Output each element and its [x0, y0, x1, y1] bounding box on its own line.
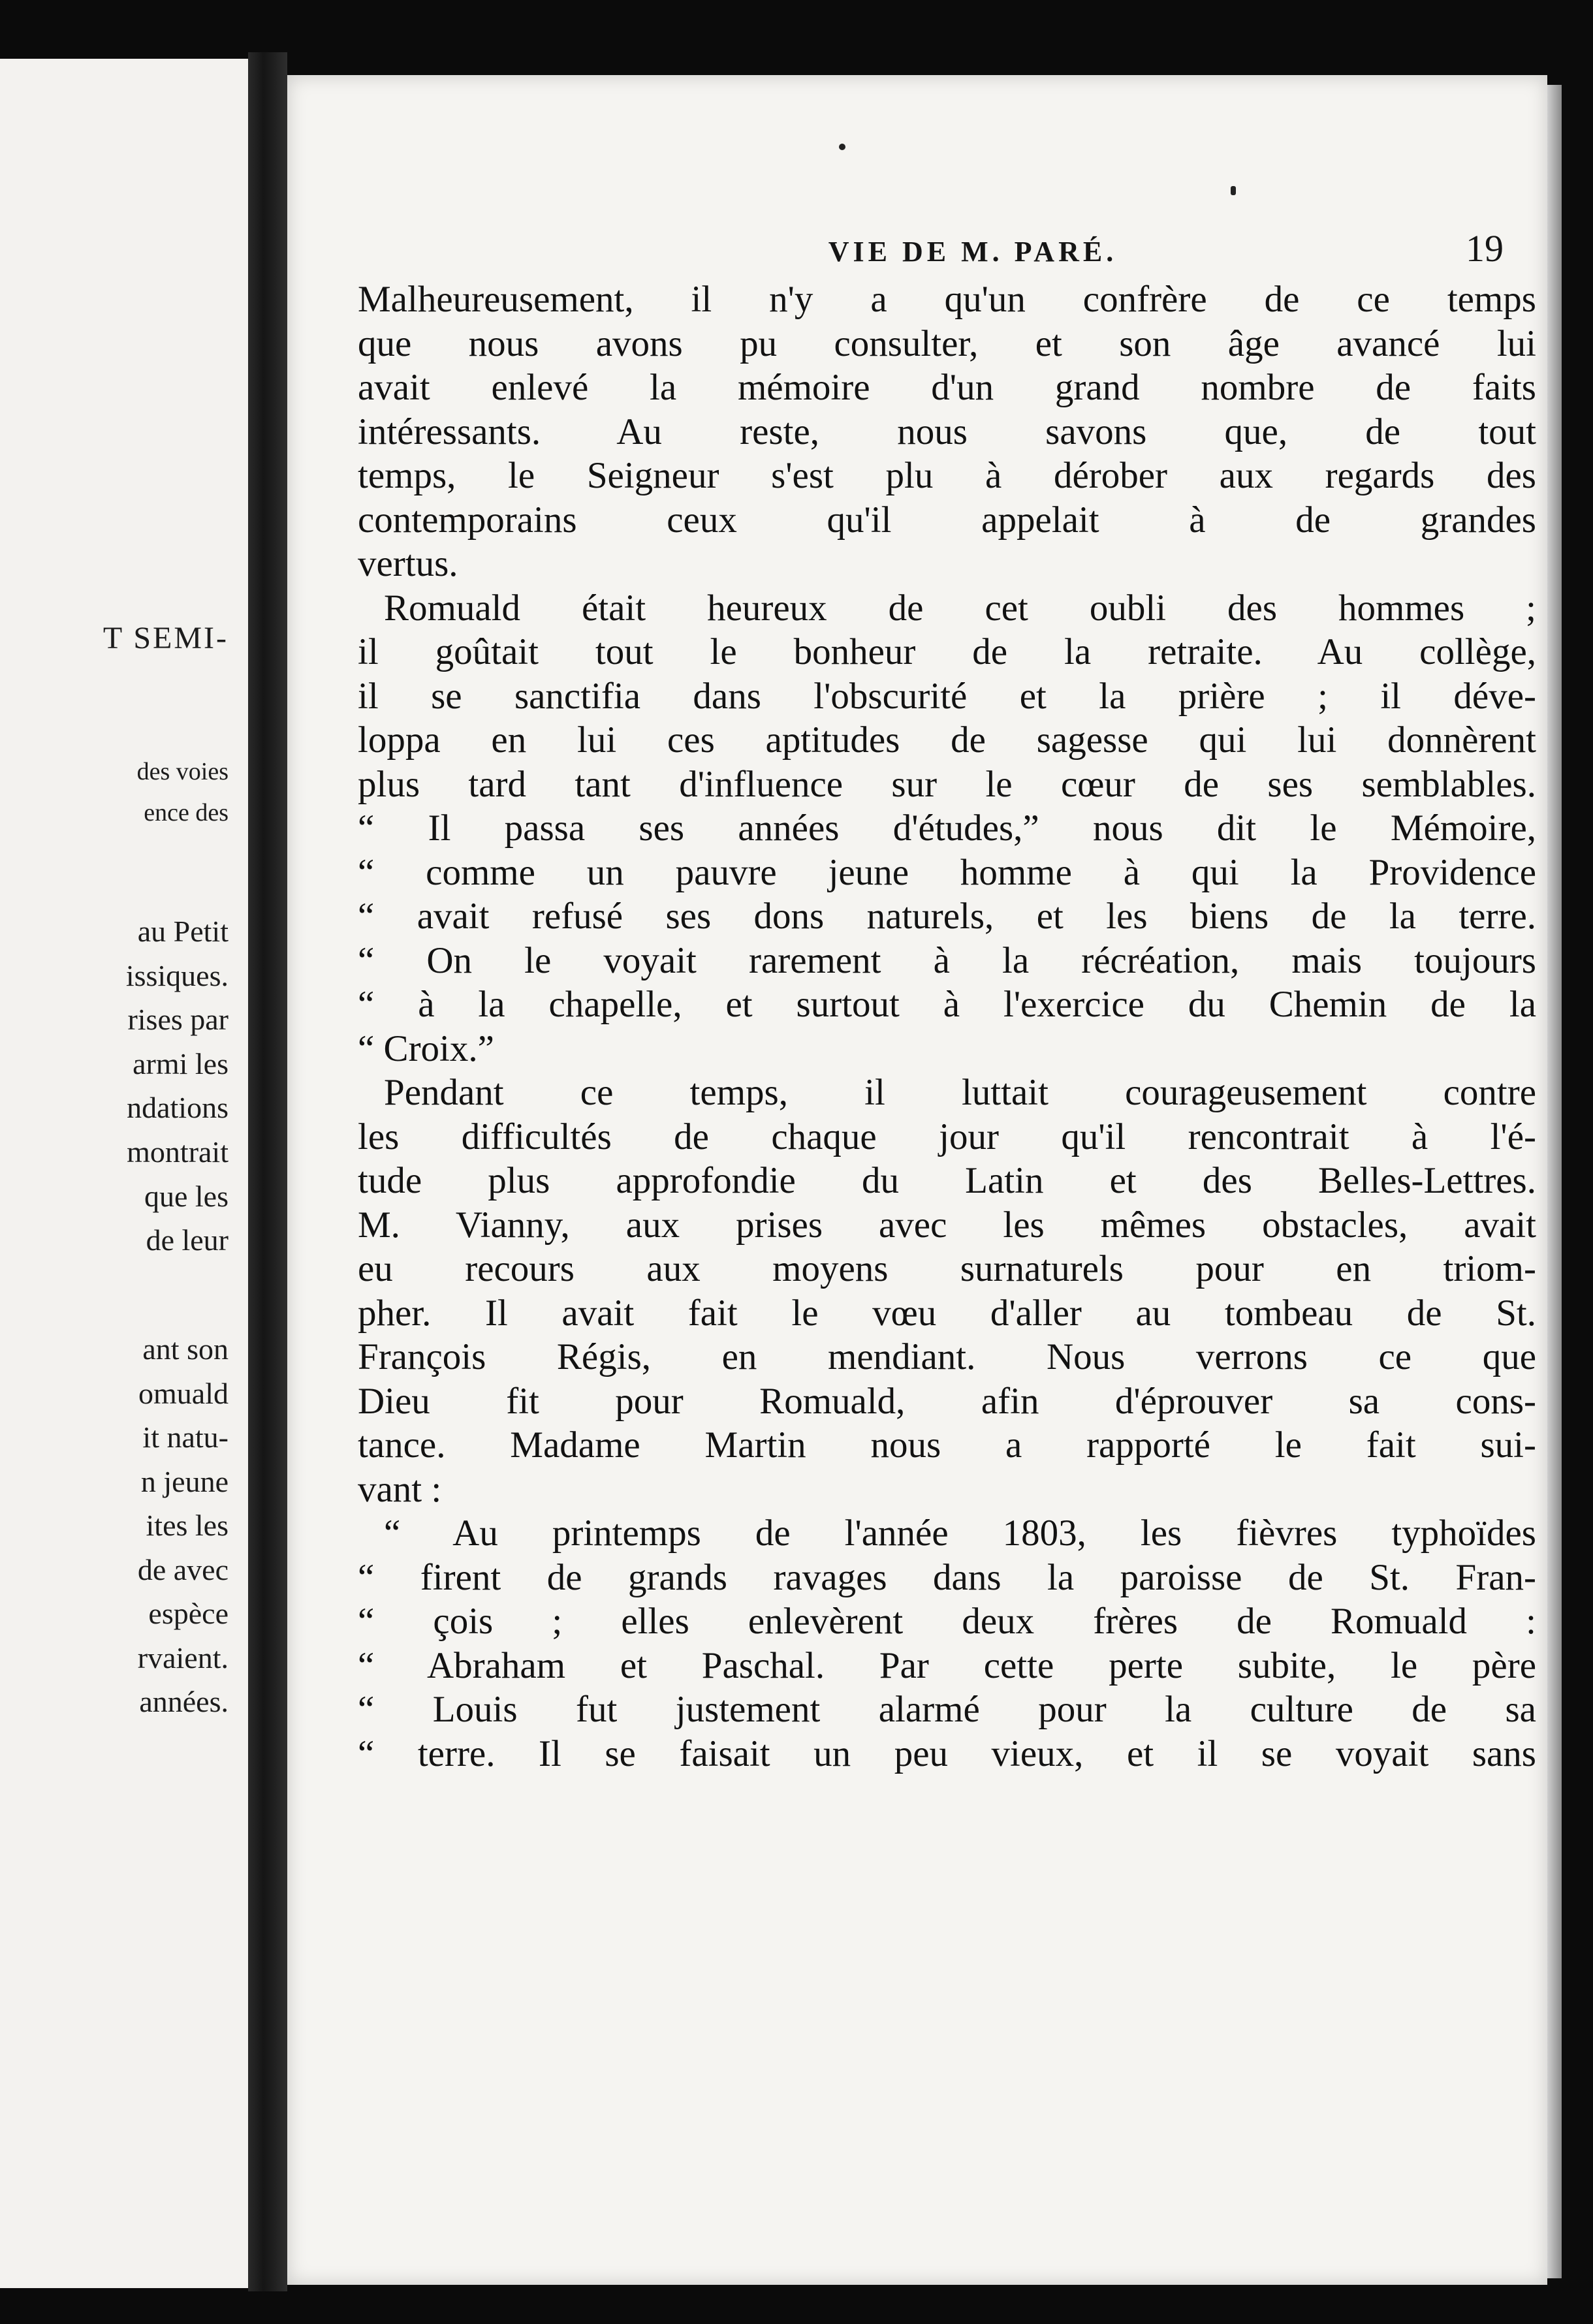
- left-page-fragment: n jeune: [140, 1465, 229, 1498]
- text-line: pher. Il avait fait le vœu d'aller au tombeau de St.: [358, 1292, 1536, 1334]
- left-page-fragment: omuald: [138, 1377, 229, 1410]
- text-line: intéressants. Au reste, nous savons que, de tout: [358, 411, 1536, 452]
- text-line: que nous avons pu consulter, et son âge avancé lui: [358, 322, 1536, 364]
- text-line: “ Au printemps de l'année 1803, les fièvres typhoïdes: [384, 1513, 1536, 1554]
- book-page: [287, 75, 1547, 2285]
- text-line: “ Croix.”: [358, 1028, 494, 1069]
- ink-speck: [839, 144, 845, 150]
- text-line: vant :: [358, 1468, 442, 1510]
- text-line: “ çois ; elles enlevèrent deux frères de Romuald :: [358, 1601, 1536, 1642]
- left-page-fragment: au Petit: [137, 915, 229, 948]
- left-page-fragment: des voies: [136, 758, 229, 785]
- text-line: “ On le voyait rarement à la récréation, mais toujours: [358, 939, 1536, 981]
- left-page-fragment: ant son: [142, 1332, 229, 1366]
- text-line: “ Louis fut justement alarmé pour la culture de sa: [358, 1689, 1536, 1730]
- text-line: vertus.: [358, 543, 458, 584]
- text-line: eu recours aux moyens surnaturels pour en triom-: [358, 1248, 1536, 1289]
- text-line: contemporains ceux qu'il appelait à de grandes: [358, 499, 1536, 541]
- page-body-text: [358, 277, 1536, 1776]
- text-line: loppa en lui ces aptitudes de sagesse qui lui donnèrent: [358, 719, 1536, 761]
- left-page-fragment: espèce: [148, 1597, 229, 1630]
- left-page-fragment: montrait: [127, 1135, 229, 1169]
- text-line: tude plus approfondie du Latin et des Belles-Lettres.: [358, 1160, 1536, 1201]
- text-line: M. Vianny, aux prises avec les mêmes obstacles, avait: [358, 1204, 1536, 1246]
- left-page-fragment: de avec: [137, 1553, 229, 1586]
- left-page-fragment: it natu-: [142, 1421, 229, 1454]
- left-page-fragment: rises par: [127, 1003, 229, 1036]
- left-page-fragment: rvaient.: [137, 1641, 229, 1674]
- previous-page-fragment: [0, 59, 248, 2288]
- left-page-fragment: armi les: [133, 1047, 229, 1080]
- text-line: “ Abraham et Paschal. Par cette perte subite, le père: [358, 1644, 1536, 1686]
- left-page-fragment: ites les: [146, 1509, 229, 1542]
- left-page-fragment: que les: [144, 1180, 229, 1213]
- text-line: “ Il passa ses années d'études,” nous dit le Mémoire,: [358, 808, 1536, 849]
- left-page-fragment: années.: [139, 1685, 229, 1718]
- page-number: 19: [1466, 227, 1504, 270]
- text-line: il se sanctifia dans l'obscurité et la prière ; il déve-: [358, 675, 1536, 717]
- left-page-fragment: de leur: [146, 1223, 229, 1257]
- page-edge: [1547, 85, 1562, 2278]
- text-line: plus tard tant d'influence sur le cœur de ses semblables.: [358, 763, 1536, 805]
- text-line: temps, le Seigneur s'est plu à dérober aux regards des: [358, 455, 1536, 496]
- text-line: Romuald était heureux de cet oubli des hommes ;: [384, 587, 1536, 629]
- left-page-fragment: T SEMI-: [103, 621, 229, 655]
- text-line: “ terre. Il se faisait un peu vieux, et il se voyait sans: [358, 1733, 1536, 1774]
- running-head: VIE DE M. PARÉ.: [828, 236, 1118, 268]
- left-page-fragment: ence des: [144, 799, 229, 826]
- book-gutter: [248, 52, 287, 2291]
- text-line: les difficultés de chaque jour qu'il rencontrait à l'é-: [358, 1116, 1536, 1157]
- text-line: tance. Madame Martin nous a rapporté le fait sui-: [358, 1424, 1536, 1466]
- text-line: avait enlevé la mémoire d'un grand nombre de faits: [358, 367, 1536, 408]
- text-line: “ avait refusé ses dons naturels, et les biens de la terre.: [358, 896, 1536, 937]
- text-line: “ comme un pauvre jeune homme à qui la Providence: [358, 851, 1536, 893]
- text-line: Pendant ce temps, il luttait courageusement contre: [384, 1072, 1536, 1113]
- text-line: François Régis, en mendiant. Nous verrons ce que: [358, 1336, 1536, 1377]
- left-page-fragment: ndations: [127, 1091, 229, 1124]
- text-line: il goûtait tout le bonheur de la retraite. Au collège,: [358, 631, 1536, 672]
- text-line: “ à la chapelle, et surtout à l'exercice du Chemin de la: [358, 984, 1536, 1025]
- ink-speck: [1231, 186, 1236, 195]
- text-line: Dieu fit pour Romuald, afin d'éprouver sa cons-: [358, 1380, 1536, 1422]
- left-page-fragment: issiques.: [125, 959, 229, 992]
- text-line: Malheureusement, il n'y a qu'un confrère de ce temps: [358, 279, 1536, 320]
- text-line: “ firent de grands ravages dans la paroisse de St. Fran-: [358, 1556, 1536, 1598]
